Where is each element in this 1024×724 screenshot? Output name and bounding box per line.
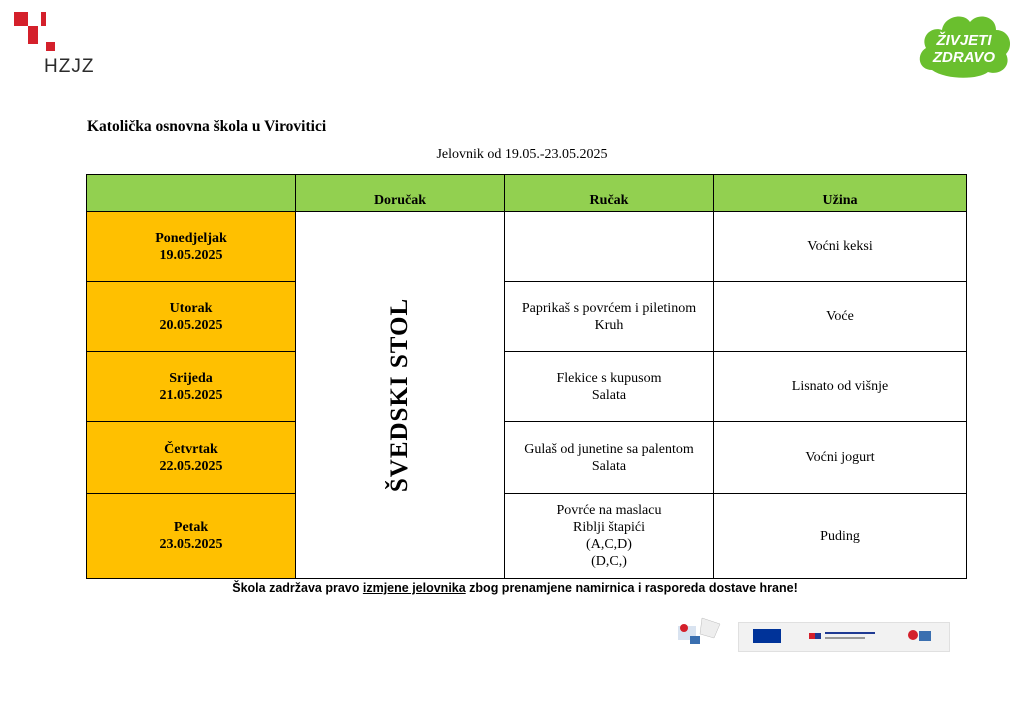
day-cell	[87, 494, 296, 579]
day-name: Četvrtak	[164, 441, 218, 457]
logo-square	[14, 12, 28, 26]
day-name: Srijeda	[169, 370, 213, 386]
school-scheme-logo	[672, 616, 730, 656]
lunch-item: Kruh	[594, 317, 624, 333]
table-header-row	[87, 175, 967, 212]
header-breakfast: Doručak	[296, 175, 505, 212]
table-row	[87, 212, 967, 282]
snack-cell: Lisnato od višnje	[714, 352, 967, 422]
eu-flag-icon	[753, 629, 781, 643]
lunch-item: Salata	[591, 458, 627, 474]
day-name: Ponedjeljak	[155, 230, 227, 246]
menu-table	[86, 174, 967, 579]
day-date: 20.05.2025	[159, 317, 223, 333]
logo-line-1: ŽIVJETI	[936, 32, 992, 49]
lunch-cell	[505, 494, 714, 579]
breakfast-cell	[296, 212, 505, 579]
lunch-item: (A,C,D)	[586, 537, 632, 552]
footer-notice	[0, 581, 1024, 595]
hzjz-logo	[14, 12, 104, 82]
eu-banner	[738, 622, 950, 652]
table-row	[87, 282, 967, 352]
snack-cell: Voćni jogurt	[714, 422, 967, 494]
eu-funding-logos	[668, 610, 958, 660]
breakfast-label: ŠVEDSKI STOL	[386, 297, 413, 493]
lunch-item: Povrće na maslacu	[556, 503, 662, 518]
zivjeti-zdravo-text	[912, 32, 1016, 66]
lunch-item: Gulaš od junetine sa palentom	[524, 441, 694, 457]
logo-square	[41, 12, 46, 26]
day-cell	[87, 212, 296, 282]
day-name: Petak	[173, 520, 209, 535]
lunch-item: Paprikaš s povrćem i piletinom	[521, 300, 697, 316]
table-row	[87, 422, 967, 494]
header-lunch: Ručak	[505, 175, 714, 212]
day-cell	[87, 282, 296, 352]
day-date: 22.05.2025	[159, 458, 223, 474]
menu-period: Jelovnik od 19.05.-23.05.2025	[436, 147, 608, 162]
school-scheme-small-icon	[905, 625, 935, 649]
logo-square	[28, 26, 38, 44]
table-row	[87, 494, 967, 579]
lunch-cell	[505, 422, 714, 494]
day-date: 19.05.2025	[159, 247, 223, 263]
lunch-item: Flekice s kupusom	[556, 370, 662, 386]
croatia-funds-logo-icon	[809, 627, 889, 647]
header-snack: Užina	[714, 175, 967, 212]
footer-underlined-text: izmjene jelovnika	[362, 581, 466, 595]
logo-square	[46, 42, 55, 51]
day-cell	[87, 352, 296, 422]
table-row	[87, 352, 967, 422]
footer-text: Škola zadržava pravo	[232, 581, 363, 595]
day-name: Utorak	[169, 300, 213, 316]
lunch-item: Salata	[591, 387, 627, 403]
lunch-item: (D,C,)	[591, 554, 627, 569]
school-scheme-icon	[672, 616, 730, 648]
logo-line-2: ZDRAVO	[932, 49, 996, 66]
snack-cell: Voćni keksi	[714, 212, 967, 282]
footer-text: zbog prenamjene namirnica i rasporeda dostave hrane!	[465, 581, 798, 595]
snack-cell: Voće	[714, 282, 967, 352]
lunch-cell	[505, 352, 714, 422]
hzjz-logo-text: HZJZ	[44, 56, 95, 77]
day-cell	[87, 422, 296, 494]
lunch-item: Riblji štapići	[573, 520, 645, 535]
day-date: 21.05.2025	[159, 387, 223, 403]
snack-cell: Puding	[714, 494, 967, 579]
school-name: Katolička osnovna škola u Virovitici	[87, 118, 327, 135]
header-day	[87, 175, 296, 212]
zivjeti-zdravo-logo	[912, 8, 1016, 80]
lunch-cell	[505, 212, 714, 282]
day-date: 23.05.2025	[159, 537, 223, 552]
lunch-cell	[505, 282, 714, 352]
